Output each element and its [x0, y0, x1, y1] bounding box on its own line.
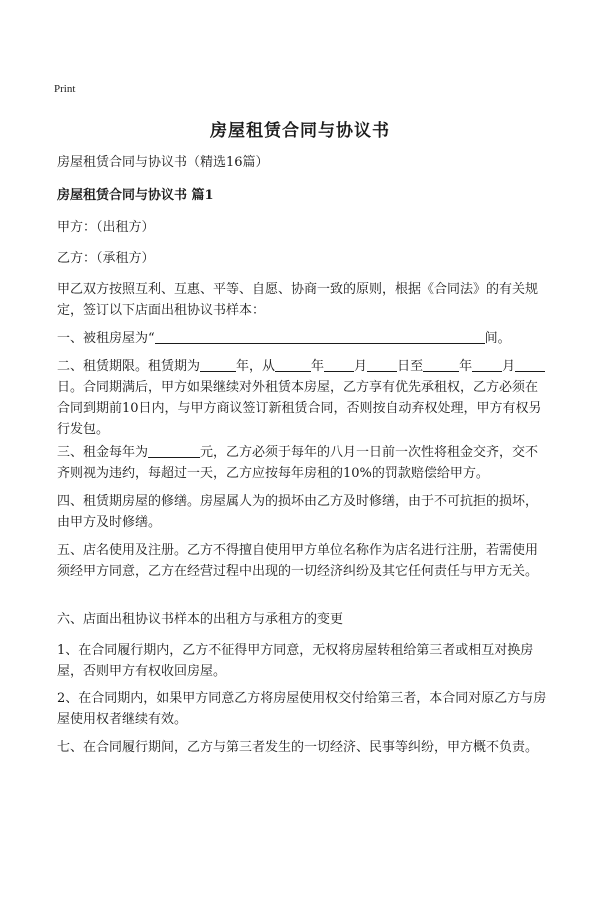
clause-2: [57, 356, 549, 440]
blank-start-month[interactable]: [324, 357, 354, 372]
clause-5: 五、店名使用及注册。乙方不得擅自使用甲方单位名称作为店名进行注册，若需使用须经甲方同意，乙方在经营过程中出现的一切经济纠纷及其它任何责任与甲方无关。: [57, 543, 539, 579]
blank-end-year[interactable]: [423, 357, 459, 372]
blank-lease-years[interactable]: [200, 357, 236, 372]
clause-6-item-1: 1、在合同履行期内，乙方不征得甲方同意，无权将房屋转租给第三者或相互对换房屋，否则甲方有权收回房屋。: [57, 643, 534, 679]
clause-3-text-1: 三、租金每年为: [57, 445, 149, 460]
document-title: 房屋租赁合同与协议书: [210, 121, 390, 141]
section-heading: 房屋租赁合同与协议书 篇1: [57, 188, 214, 203]
clause-3-text-2: 元，乙方必须于每年的八月一日前一次性将租金交齐，交不齐则视为违约，每超过一天，乙方应按每年房租的10%的罚款赔偿给甲方。: [57, 445, 539, 481]
blank-end-day[interactable]: [515, 357, 545, 372]
clause-7: 七、在合同履行期间，乙方与第三者发生的一切经济、民事等纠纷，甲方概不负责。: [57, 740, 539, 755]
clause-2-text-3: 年: [311, 359, 325, 374]
clause-4: 四、租赁期房屋的修缮。房屋属人为的损坏由乙方及时修缮，由于不可抗拒的损坏，由甲方及时修缮。: [57, 494, 539, 530]
clause-2-text-2: 年，从: [236, 359, 276, 374]
clause-1: [57, 328, 549, 349]
blank-end-month[interactable]: [472, 357, 502, 372]
print-label: Print: [54, 83, 76, 95]
blank-start-year[interactable]: [275, 357, 311, 372]
party-b: 乙方：（承租方）: [57, 251, 155, 266]
blank-house[interactable]: [155, 329, 485, 344]
clause-1-prefix: 一、被租房屋为“: [57, 331, 155, 346]
clause-2-text-7: 月: [502, 359, 516, 374]
clause-2-text-1: 二、租赁期限。租赁期为: [57, 359, 201, 374]
clause-2-text-4: 月: [354, 359, 368, 374]
blank-rent-amount[interactable]: [148, 443, 200, 458]
clause-3: [57, 442, 549, 484]
clause-2-text-5: 日至: [397, 359, 424, 374]
blank-start-day[interactable]: [367, 357, 397, 372]
clause-6-item-2: 2、在合同期内，如果甲方同意乙方将房屋使用权交付给第三者，本合同对原乙方与房屋使用权者继续有效。: [57, 691, 547, 727]
document-subtitle: 房屋租赁合同与协议书（精选16篇）: [57, 155, 269, 170]
clause-6: 六、店面出租协议书样本的出租方与承租方的变更: [57, 612, 344, 627]
clause-2-text-6: 年: [459, 359, 473, 374]
party-a: 甲方：（出租方）: [57, 220, 155, 235]
clause-2-text-8: 日。合同期满后，甲方如果继续对外租赁本房屋，乙方享有优先承租权，乙方必须在合同到期前10日内，与甲方商议签订新租赁合同，否则按自动弃权处理，甲方有权另行发包。: [57, 380, 542, 437]
intro-paragraph: 甲乙双方按照互利、互惠、平等、自愿、协商一致的原则，根据《合同法》的有关规定，签订以下店面出租协议书样本：: [57, 282, 539, 318]
clause-1-suffix: 间。: [484, 331, 511, 346]
